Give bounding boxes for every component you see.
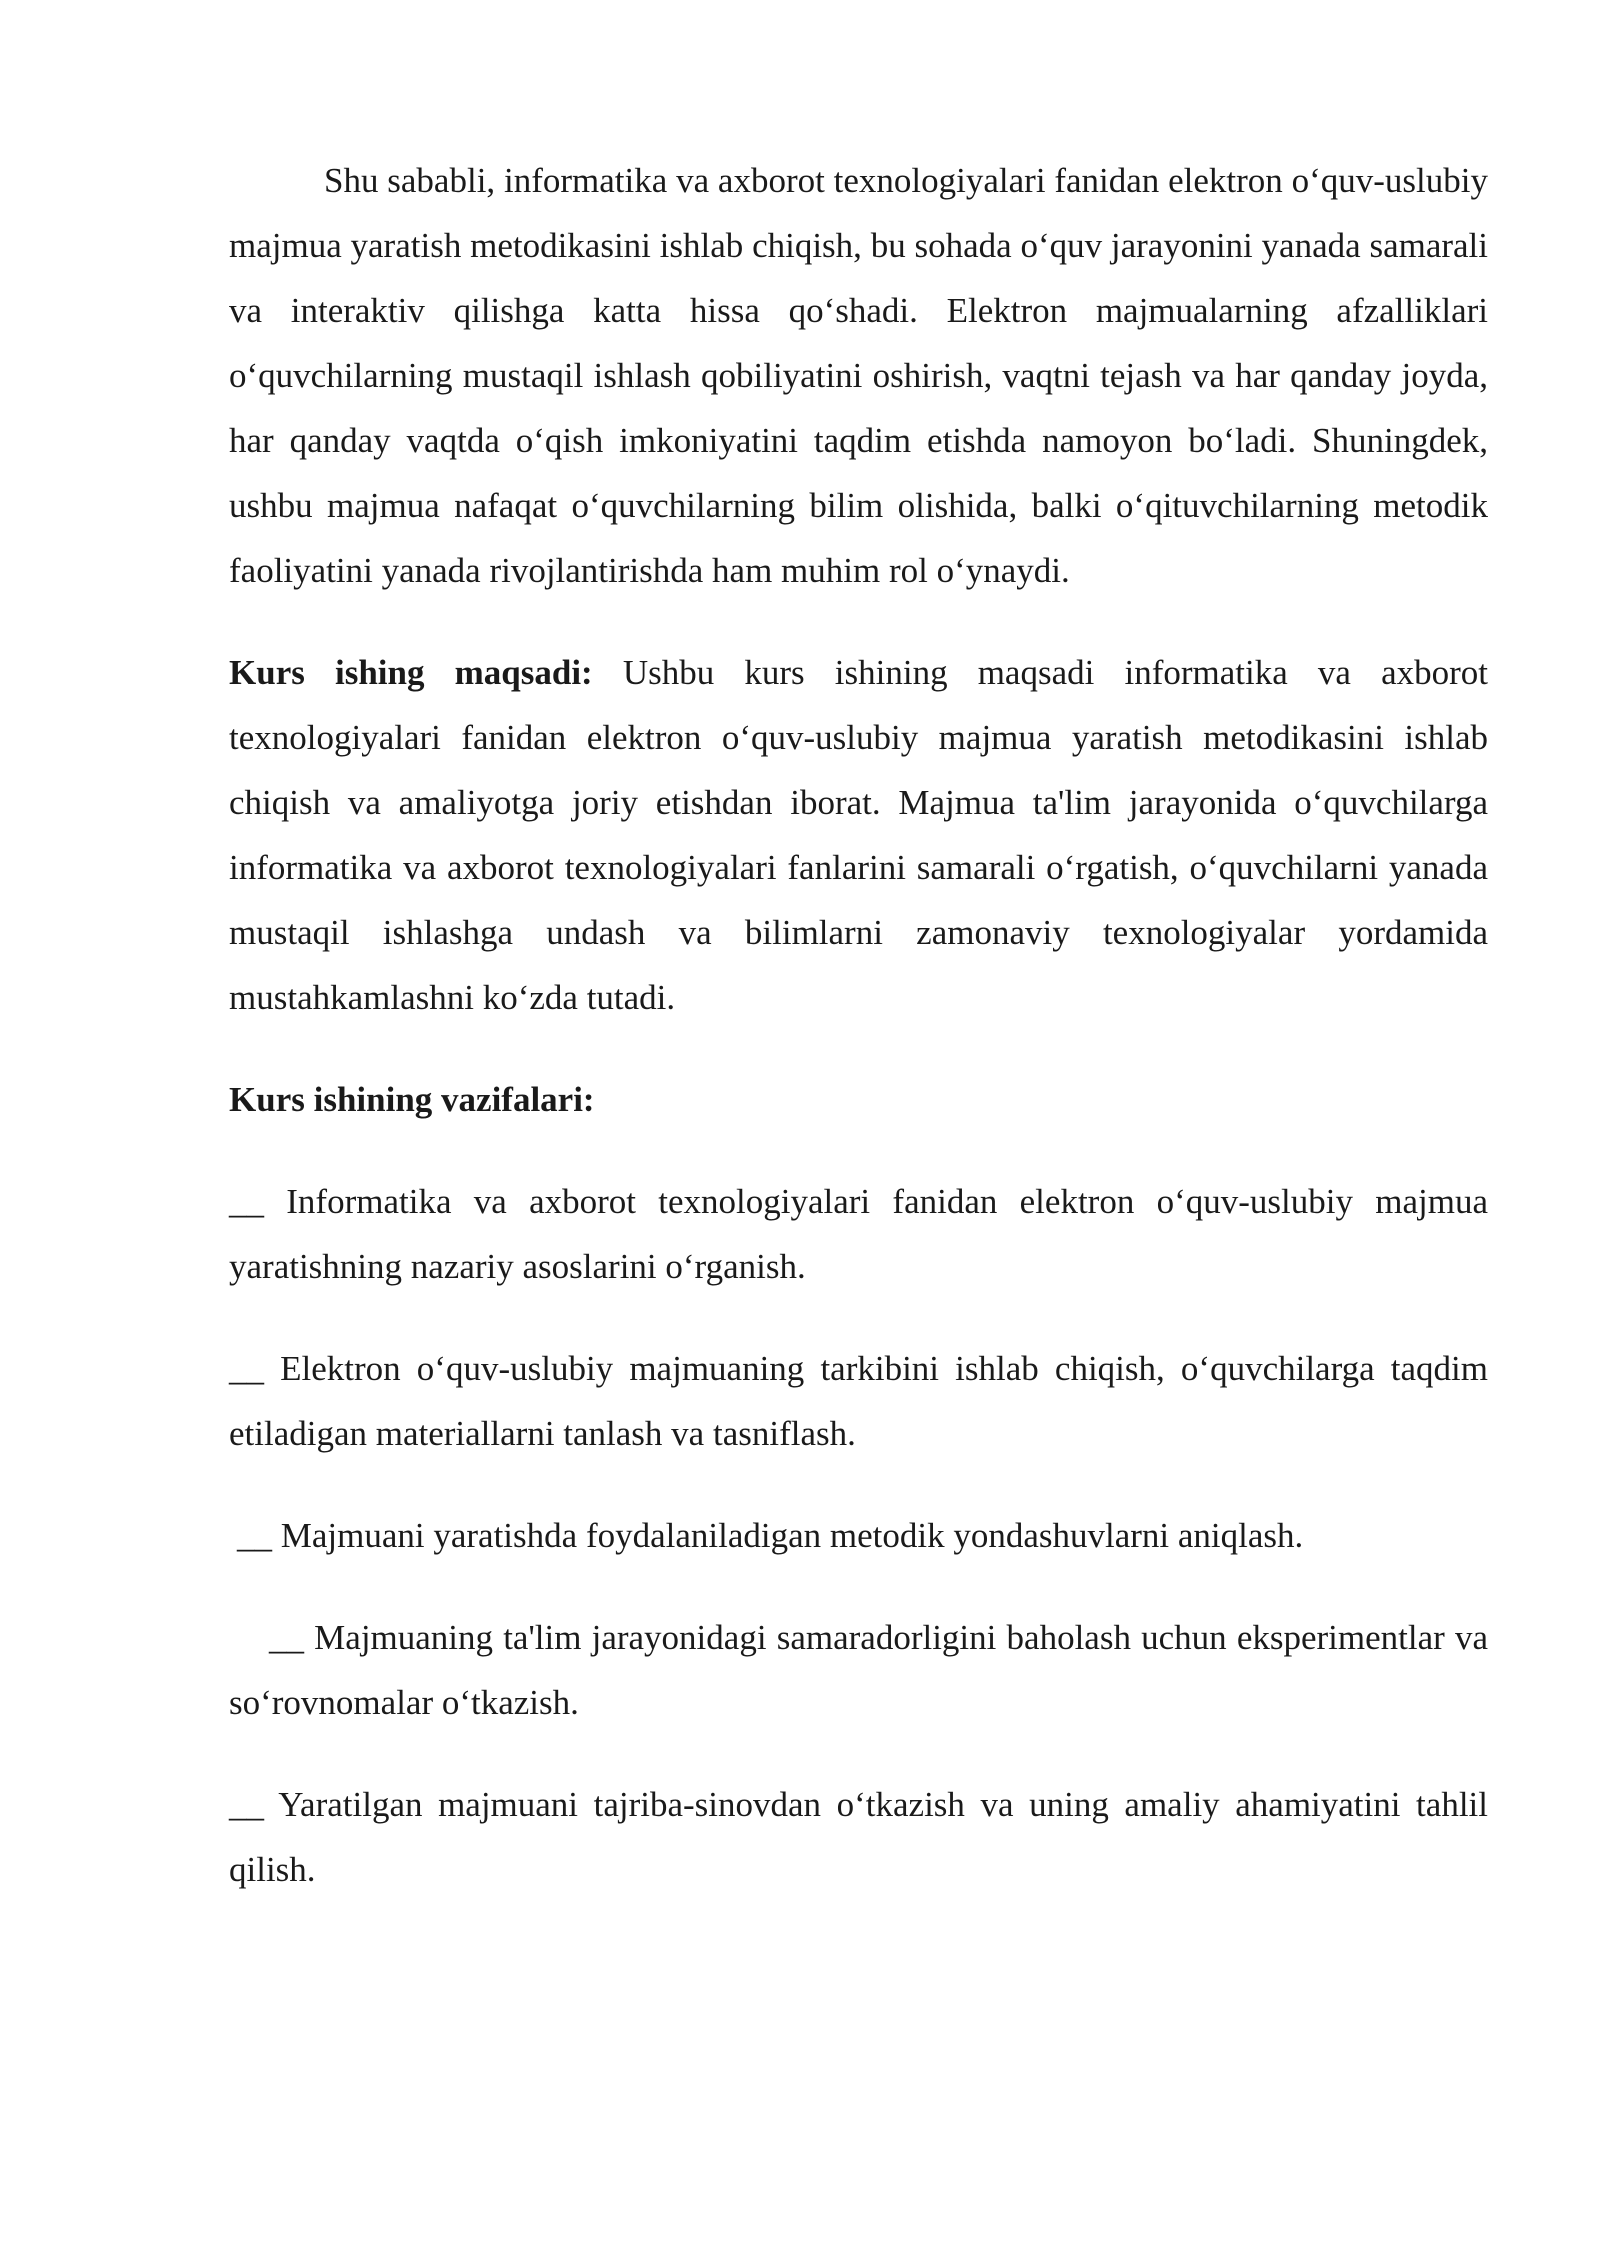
task-item-3: __ Majmuani yaratishda foydalaniladigan metodik yondashuvlarni aniqlash. <box>237 1516 1304 1555</box>
goal-text: Ushbu kurs ishining maqsadi informatika va axborot texnologiyalari fanidan elektron o‘quv-uslubiy majmua yaratish metodikasini ishlab chiqish va amaliyotga joriy etishdan iborat. Majmua ta'lim jarayonida o‘quvchilarga informatika va axborot texnologiyalari fanlarini samarali o‘rgatish, o‘quvchilarni yanada mustaqil ishlashga undash va bilimlarni zamonaviy texnologiyalar yordamida mustahkamlashni ko‘zda tutadi. <box>229 653 1488 1017</box>
goal-paragraph <box>229 640 1488 1030</box>
task-item-1: __ Informatika va axborot texnologiyalari fanidan elektron o‘quv-uslubiy majmua yaratishning nazariy asoslarini o‘rganish. <box>229 1182 1488 1286</box>
task-item-4: __ Majmuaning ta'lim jarayonidagi samaradorligini baholash uchun eksperimentlar va so‘rovnomalar o‘tkazish. <box>229 1618 1488 1722</box>
intro-paragraph: Shu sababli, informatika va axborot texnologiyalari fanidan elektron o‘quv-uslubiy majmua yaratish metodikasini ishlab chiqish, bu sohada o‘quv jarayonini yanada samarali va interaktiv qilishga katta hissa qo‘shadi. Elektron majmualarning afzalliklari o‘quvchilarning mustaqil ishlash qobiliyatini oshirish, vaqtni tejash va har qanday joyda, har qanday vaqtda o‘qish imkoniyatini taqdim etishda namoyon bo‘ladi. Shuningdek, ushbu majmua nafaqat o‘quvchilarning bilim olishida, balki o‘qituvchilarning metodik faoliyatini yanada rivojlantirishda ham muhim rol o‘ynaydi. <box>229 161 1488 590</box>
task-item-5: __ Yaratilgan majmuani tajriba-sinovdan o‘tkazish va uning amaliy ahamiyatini tahlil qilish. <box>229 1785 1488 1889</box>
task-item-2: __ Elektron o‘quv-uslubiy majmuaning tarkibini ishlab chiqish, o‘quvchilarga taqdim etiladigan materiallarni tanlash va tasniflash. <box>229 1349 1488 1453</box>
goal-label: Kurs ishing maqsadi: <box>229 653 593 692</box>
tasks-heading: Kurs ishining vazifalari: <box>229 1080 595 1119</box>
